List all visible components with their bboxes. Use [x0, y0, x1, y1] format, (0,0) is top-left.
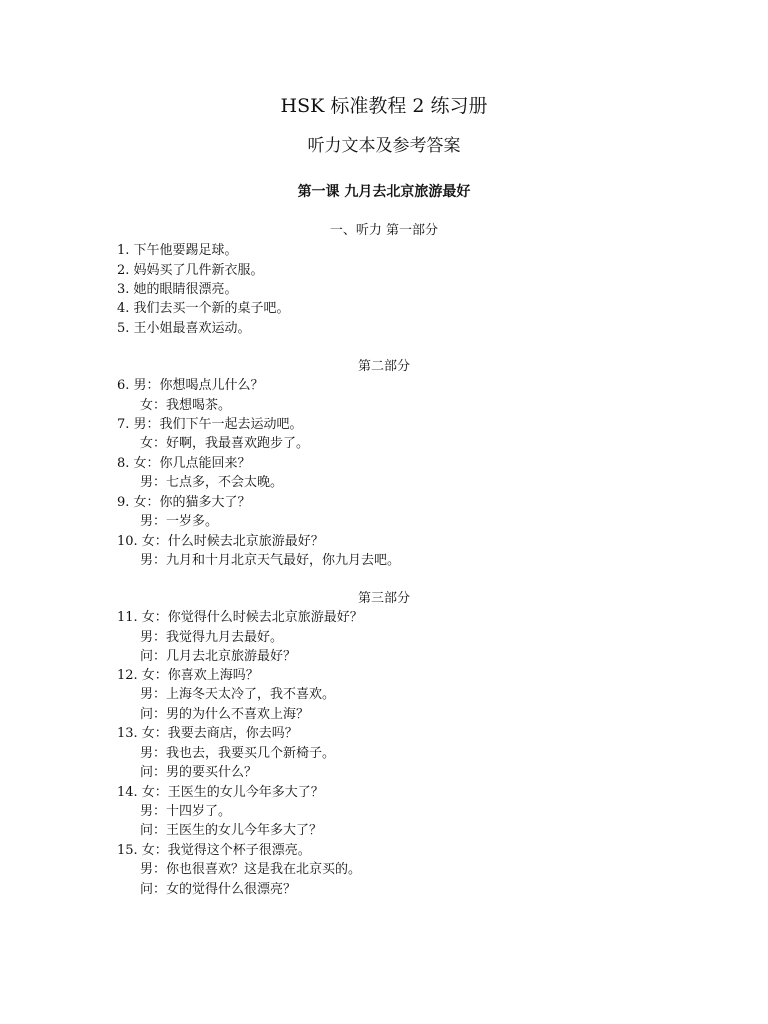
- part2-question: 8. 女：你几点能回来？: [117, 456, 251, 471]
- part2-question: 7. 男：我们下午一起去运动吧。: [117, 417, 303, 432]
- part3-question: 11. 女：你觉得什么时候去北京旅游最好？: [117, 610, 363, 625]
- part3-question: 12. 女：你喜欢上海吗？: [117, 668, 259, 683]
- lesson-title: 第一课 九月去北京旅游最好: [297, 184, 471, 200]
- part3-answer: 男：你也很喜欢？这是我在北京买的。: [140, 862, 362, 877]
- part2-answer: 男：一岁多。: [140, 514, 219, 529]
- part3-answer: 男：我觉得九月去最好。: [140, 630, 284, 645]
- part3-question: 14. 女：王医生的女儿今年多大了？: [117, 785, 324, 800]
- part1-item: 5. 王小姐最喜欢运动。: [117, 321, 251, 336]
- part1-item: 3. 她的眼睛很漂亮。: [117, 282, 238, 297]
- workbook-subtitle: 听力文本及参考答案: [307, 136, 461, 156]
- part2-heading: 第二部分: [357, 359, 410, 374]
- part3-question: 13. 女：我要去商店，你去吗？: [117, 726, 298, 741]
- part3-prompt: 问：男的为什么不喜欢上海？: [140, 707, 310, 722]
- part1-item: 1. 下午他要踢足球。: [117, 243, 238, 258]
- part2-question: 6. 男：你想喝点儿什么？: [117, 378, 264, 393]
- part1-item: 2. 妈妈买了几件新衣服。: [117, 263, 264, 278]
- part3-question: 15. 女：我觉得这个杯子很漂亮。: [117, 843, 311, 858]
- part2-answer: 女：我想喝茶。: [140, 398, 232, 413]
- part1-heading: 一、听力 第一部分: [329, 223, 439, 238]
- part3-prompt: 问：女的觉得什么很漂亮？: [140, 882, 297, 897]
- part3-answer: 男：十四岁了。: [140, 804, 232, 819]
- part2-question: 9. 女：你的猫多大了？: [117, 495, 251, 510]
- part3-heading: 第三部分: [357, 591, 410, 606]
- part2-answer: 女：好啊，我最喜欢跑步了。: [140, 436, 310, 451]
- part3-prompt: 问：王医生的女儿今年多大了？: [140, 823, 323, 838]
- workbook-title: HSK 标准教程 2 练习册: [280, 95, 488, 117]
- part3-answer: 男：我也去，我要买几个新椅子。: [140, 746, 336, 761]
- part3-answer: 男：上海冬天太冷了，我不喜欢。: [140, 687, 336, 702]
- part2-question: 10. 女：什么时候去北京旅游最好？: [117, 534, 324, 549]
- part1-item: 4. 我们去买一个新的桌子吧。: [117, 301, 290, 316]
- part3-prompt: 问：几月去北京旅游最好？: [140, 649, 297, 664]
- part3-prompt: 问：男的要买什么？: [140, 765, 258, 780]
- part2-answer: 男：九月和十月北京天气最好，你九月去吧。: [140, 553, 401, 568]
- part2-answer: 男：七点多，不会太晚。: [140, 475, 284, 490]
